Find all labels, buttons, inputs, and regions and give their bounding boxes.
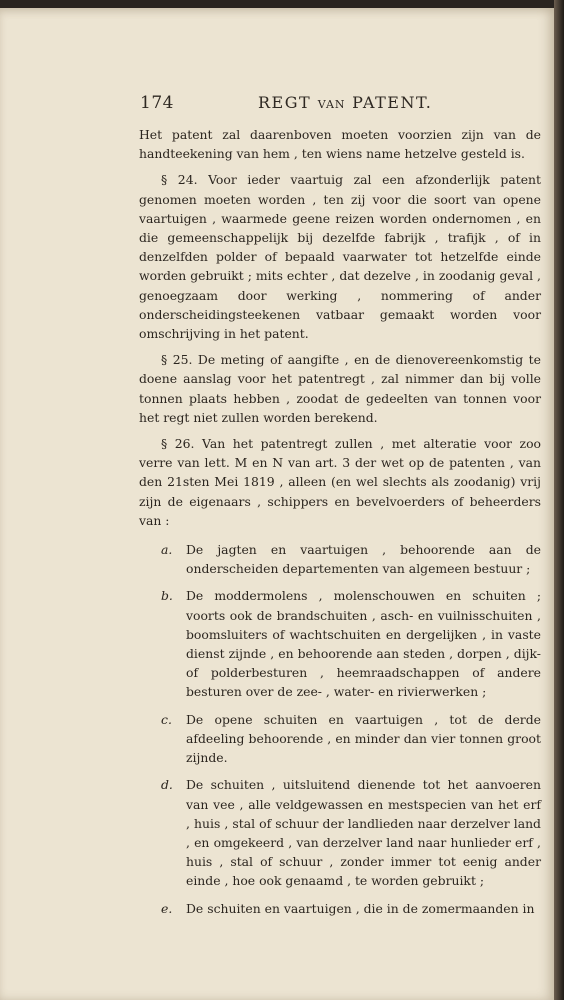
page-body <box>139 125 541 926</box>
list-item-e <box>139 899 541 918</box>
list-item-text: De opene schuiten en vaartuigen , tot de derde afdeeling behoorende , en minder dan vier tonnen groot zijnde. <box>186 711 541 766</box>
list-item-text: De schuiten en vaartuigen , die in de zomermaanden in <box>186 900 535 916</box>
list-marker: d. <box>161 777 173 793</box>
running-title <box>258 93 432 112</box>
running-title-small: VAN <box>317 98 346 111</box>
list-item-text: De schuiten , uitsluitend dienende tot het aanvoeren van vee , alle veldgewassen en mestspecien van het erf , huis , stal of schuur der landlieden naar derzelver land , en omgekeerd , van derzelver land naar hunlieder erf , huis , stal of schuur , zonder immer tot eenig ander einde , hoe ook genaamd , te worden gebruikt ; <box>186 777 541 889</box>
running-title-part1: REGT <box>258 93 318 112</box>
exemption-list <box>139 540 541 918</box>
paragraph-section-26: § 26. Van het patentregt zullen , met alteratie voor zoo verre van lett. M en N van art. 3 der wet op de patenten , van den 21sten Mei 1819 , alleen (en wel slechts als zoodanig) vrij zijn de eigenaars , schippers en bevelvoerders of beheerders van : <box>139 436 541 528</box>
list-item-b <box>139 586 541 701</box>
running-title-part2: PATENT. <box>345 93 433 112</box>
list-item-text: De jagten en vaartuigen , behoorende aan de onderscheiden departementen van algemeen bestuur ; <box>186 542 541 577</box>
book-page <box>0 8 554 1000</box>
list-item-c <box>139 710 541 768</box>
list-marker: c. <box>161 711 172 727</box>
paragraph-continuation: Het patent zal daarenboven moeten voorzien zijn van de handteekening van hem , ten wiens name hetzelve gesteld is. <box>139 127 541 162</box>
page-number: 174 <box>140 93 174 113</box>
paragraph-section-25: § 25. De meting of aangifte , en de dienovereenkomstig te doene aanslag voor het patentregt , zal nimmer dan bij volle tonnen plaats hebben , zoodat de gedeelten van tonnen voor het regt niet zullen worden berekend. <box>139 352 541 425</box>
list-marker: a. <box>161 542 173 558</box>
list-item-a <box>139 540 541 578</box>
list-marker: e. <box>161 900 173 916</box>
paragraph-section-24: § 24. Voor ieder vaartuig zal een afzonderlijk patent genomen moeten worden , ten zij voor die soort van opene vaartuigen , waarmede geene reizen worden ondernomen , en die gemeenschappelijk bij dezelfde fabrijk , trafijk , of in denzelfden polder of bepaald vaarwater tot hetzelfde einde worden gebruikt ; mits echter , dat dezelve , in zoodanig geval , genoegzaam door werking , nommering of ander onderscheidingsteekenen vatbaar gemaakt worden voor omschrijving in het patent. <box>139 172 541 342</box>
book-edge-shadow <box>554 0 564 1000</box>
list-item-d <box>139 775 541 890</box>
list-marker: b. <box>161 588 173 604</box>
list-item-text: De moddermolens , molenschouwen en schuiten ; voorts ook de brandschuiten , asch- en vuilnisschuiten , boomsluiters of wachtschuiten en dergelijken , in vaste dienst zijnde , en behoorende aan steden , dorpen , dijk- of polderbesturen , heemraadschappen of andere besturen over de zee- , water- en rivierwerken ; <box>186 588 541 700</box>
